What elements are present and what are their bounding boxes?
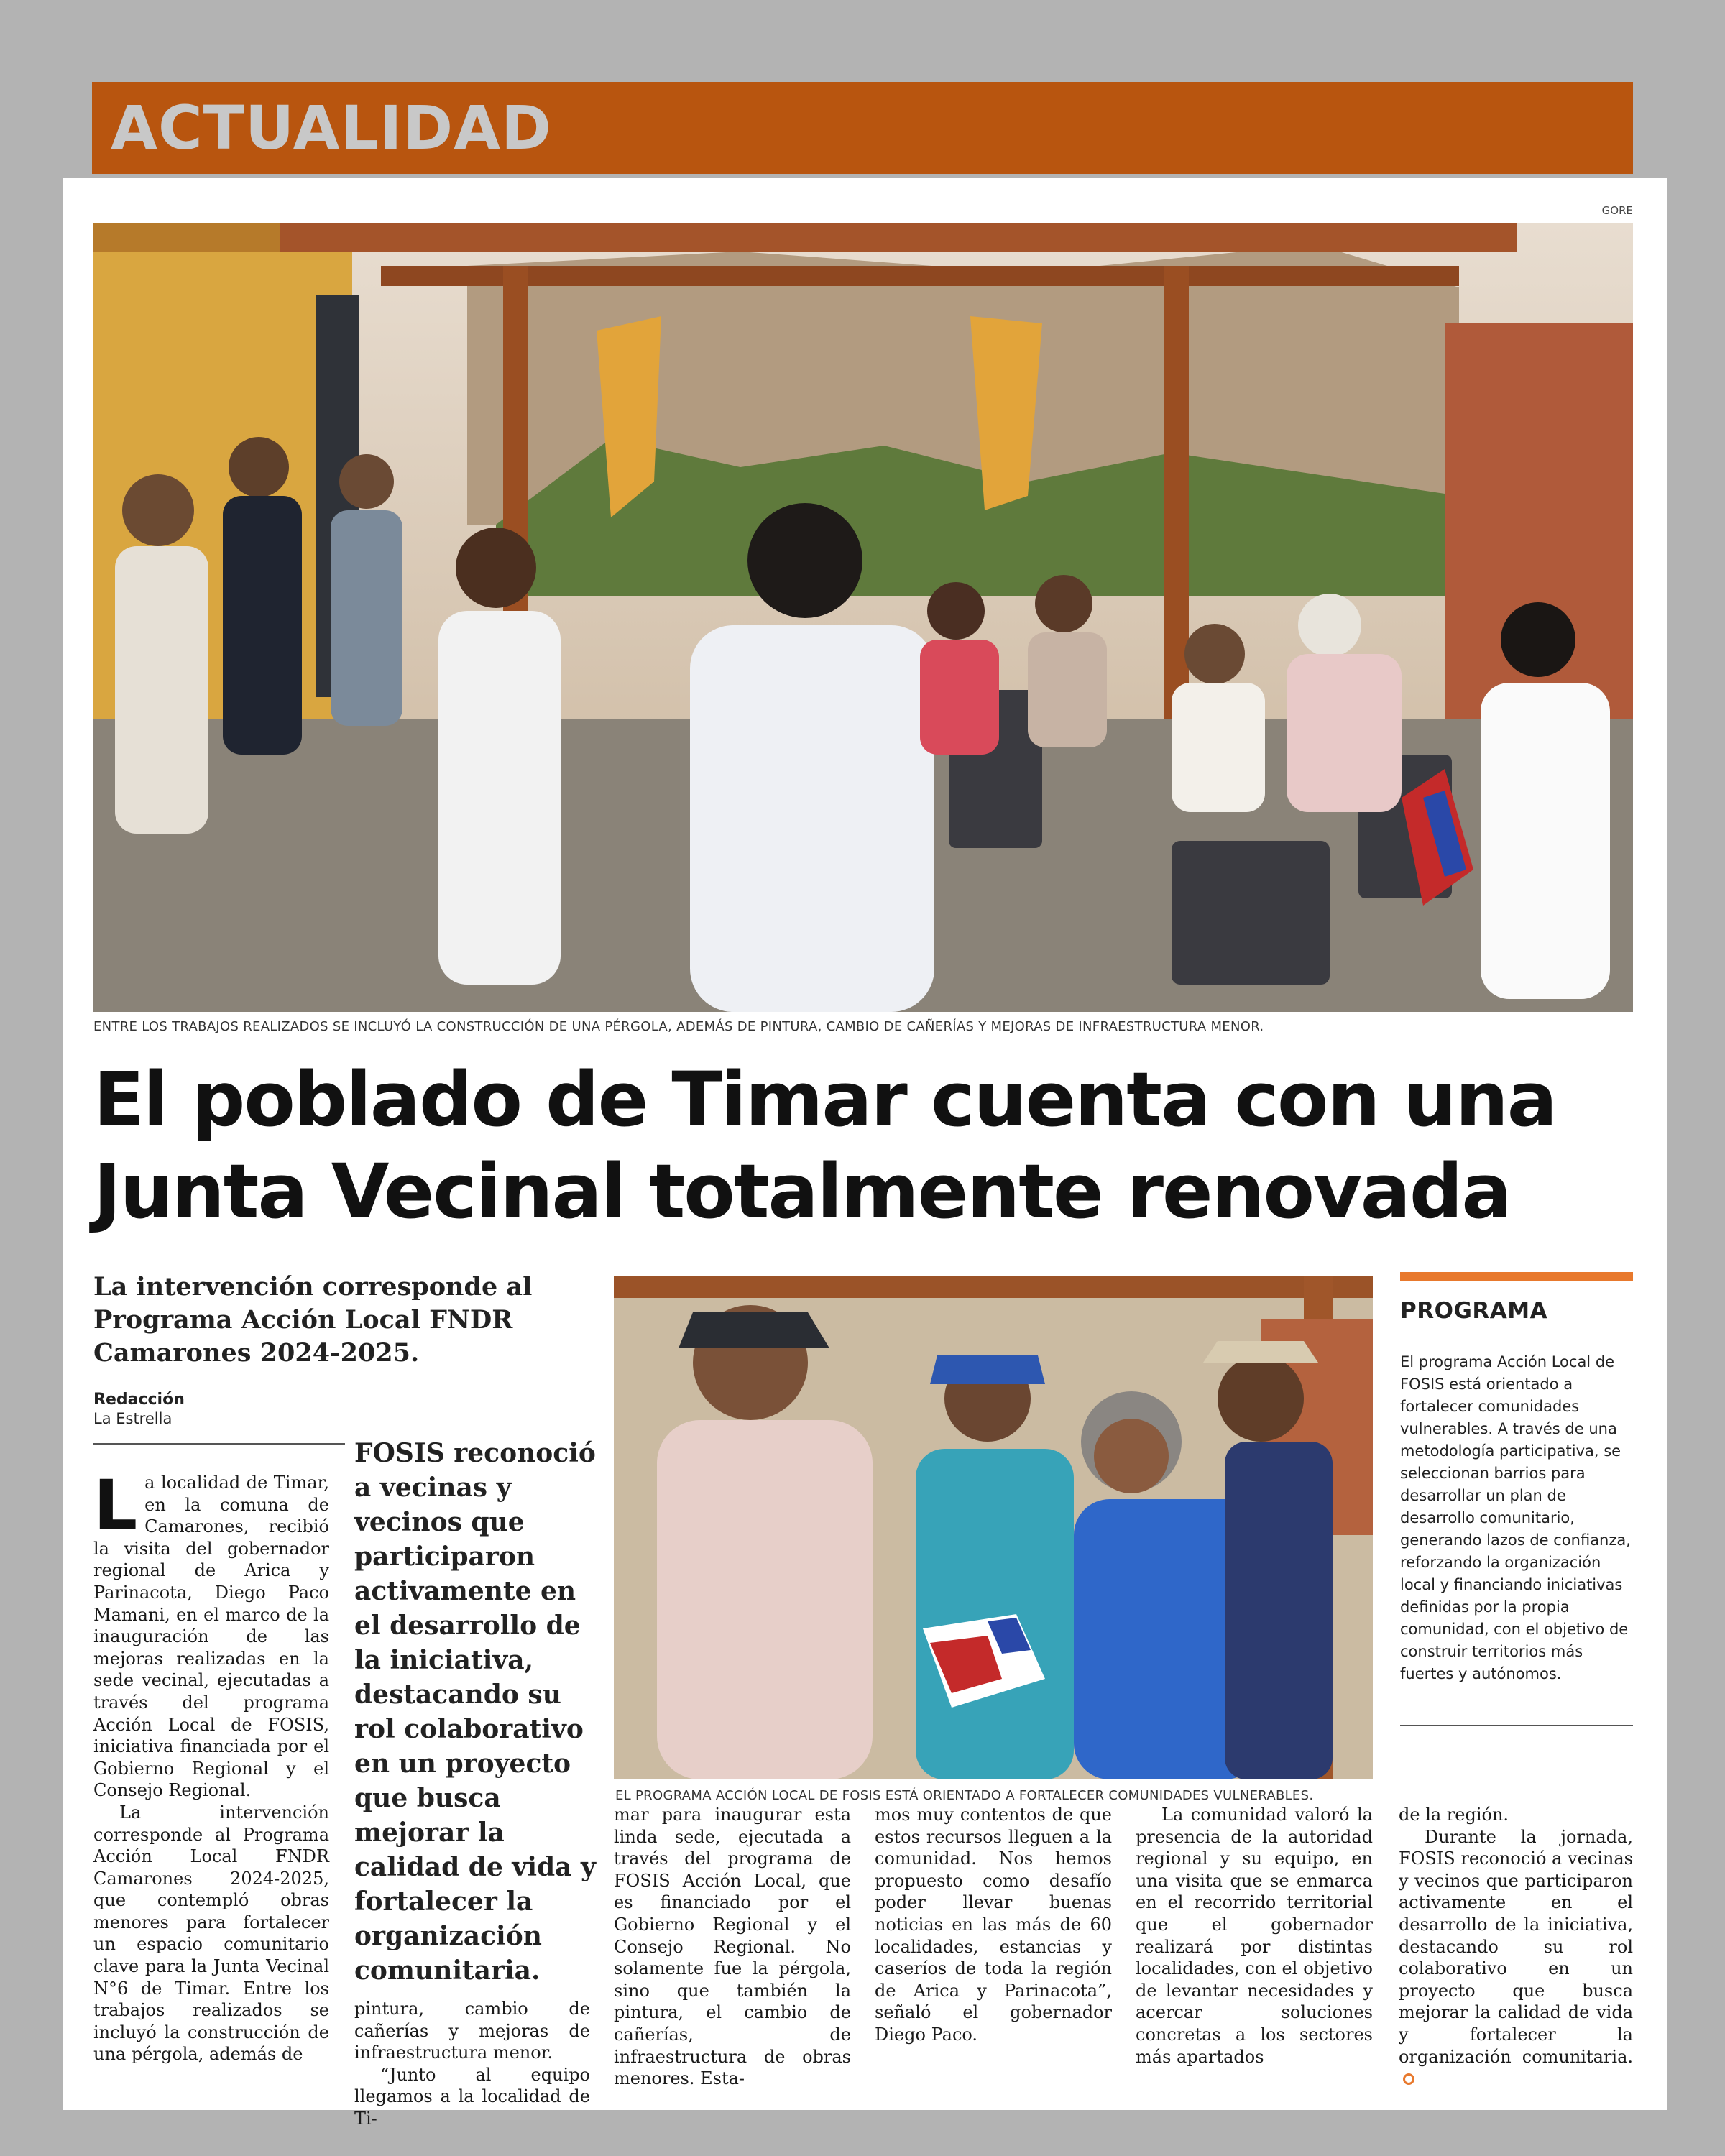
body-column-4	[875, 1804, 1112, 2046]
body-column-1	[93, 1465, 329, 2065]
byline	[93, 1390, 185, 1428]
body-column-6	[1399, 1804, 1633, 2090]
secondary-photo	[614, 1276, 1373, 1779]
secondary-photo-illustration	[614, 1276, 1373, 1779]
newspaper-page	[63, 178, 1668, 2129]
end-of-article-icon	[1403, 2073, 1414, 2085]
sidebar-title: PROGRAMA	[1400, 1298, 1548, 1324]
secondary-photo-caption: EL PROGRAMA ACCIÓN LOCAL DE FOSIS ESTÁ ORIENTADO A FORTALECER COMUNIDADES VULNERABLES.	[615, 1788, 1314, 1803]
body-paragraph: mar para inaugurar esta linda sede, ejecutada a través del programa de FOSIS Acción Local, que es financiado por el Gobierno Regional y el Consejo Regional. No solamente fue la pérgola, sino que también la pintura, el cambio de cañerías, de infraestructura de obras menores. Esta-	[614, 1805, 851, 2089]
body-paragraph: a localidad de Timar, en la comuna de Camarones, recibió la visita del gobernador regional de Arica y Parinacota, Diego Paco Mamani, en el marco de la inauguración de las mejoras realizadas en la sede vecinal, ejecutadas a través del programa Acción Local de FOSIS, iniciativa financiada por el Gobierno Regional y el Consejo Regional.	[93, 1473, 329, 1801]
headline-line-2: Junta Vecinal totalmente renovada	[93, 1148, 1511, 1235]
body-paragraph: mos muy contentos de que estos recursos lleguen a la comunidad. Nos hemos propuesto como desafío poder llevar buenas noticias en las más de 60 localidades, estancias y caseríos de toda la región de Arica y Parinacota”, señaló el gobernador Diego Paco.	[875, 1805, 1112, 2045]
headline	[93, 1054, 1646, 1238]
main-photo-illustration	[93, 223, 1633, 1012]
drop-cap: L	[93, 1465, 138, 1546]
byline-author: Redacción	[93, 1391, 185, 1409]
byline-outlet: La Estrella	[93, 1410, 172, 1427]
body-paragraph: pintura, cambio de cañerías y mejoras de infraestructura menor.	[354, 1999, 590, 2063]
body-paragraph: de la región.	[1399, 1805, 1509, 1825]
body-paragraph: “Junto al equipo llegamos a la localidad de Ti-	[354, 2064, 590, 2129]
body-column-5	[1136, 1804, 1373, 2068]
sidebar-accent-bar	[1400, 1272, 1633, 1281]
body-column-3	[614, 1804, 851, 2090]
section-header	[92, 82, 1633, 174]
pull-quote: FOSIS reconoció a vecinas y vecinos que participaron activamente en el desarrollo de la iniciativa, destacando su rol colaborativo en un proyecto que busca mejorar la calidad de vida y fortalecer la organización comunitaria.	[354, 1438, 596, 1986]
section-title: ACTUALIDAD	[111, 93, 552, 163]
main-photo	[93, 223, 1633, 1012]
lead-paragraph: La intervención corresponde al Programa Acción Local FNDR Camarones 2024-2025.	[93, 1272, 533, 1368]
sidebar-bottom-rule	[1400, 1725, 1633, 1726]
body-column-2	[354, 1998, 590, 2130]
sidebar-text: El programa Acción Local de FOSIS está orientado a fortalecer comunidades vulnerables. A través de una metodología participativa, se seleccionan barrios para desarrollar un plan de desarrollo comunitario, generando lazos de confianza, reforzando la organización local y financiando iniciativas definidas por la propia comunidad, con el objetivo de construir territorios más fuertes y autónomos.	[1400, 1353, 1631, 1682]
main-photo-caption: ENTRE LOS TRABAJOS REALIZADOS SE INCLUYÓ LA CONSTRUCCIÓN DE UNA PÉRGOLA, ADEMÁS DE PINTURA, CAMBIO DE CAÑERÍAS Y MEJORAS DE INFRAESTRUCTURA MENOR.	[93, 1019, 1264, 1034]
headline-line-1: El poblado de Timar cuenta con una	[93, 1056, 1556, 1143]
byline-rule	[93, 1443, 345, 1445]
body-paragraph: Durante la jornada, FOSIS reconoció a vecinas y vecinos que participaron activamente en el desarrollo de la iniciativa, destacando su rol colaborativo en un proyecto que busca mejorar la calidad de vida y fortalecer la organización comunitaria.	[1399, 1826, 1633, 2067]
body-paragraph: La intervención corresponde al Programa Acción Local FNDR Camarones 2024-2025, que contempló obras menores para fortalecer un espacio comunitario clave para la Junta Vecinal N°6 de Timar. Entre los trabajos realizados se incluyó la construcción de una pérgola, además de	[93, 1802, 329, 2065]
photo-credit: GORE	[1601, 204, 1633, 217]
body-paragraph: La comunidad valoró la presencia de la autoridad regional y su equipo, en una visita que se enmarca en el recorrido territorial que el gobernador realizará por distintas localidades, con el objetivo de levantar necesidades y acercar soluciones concretas a los sectores más apartados	[1136, 1805, 1373, 2067]
